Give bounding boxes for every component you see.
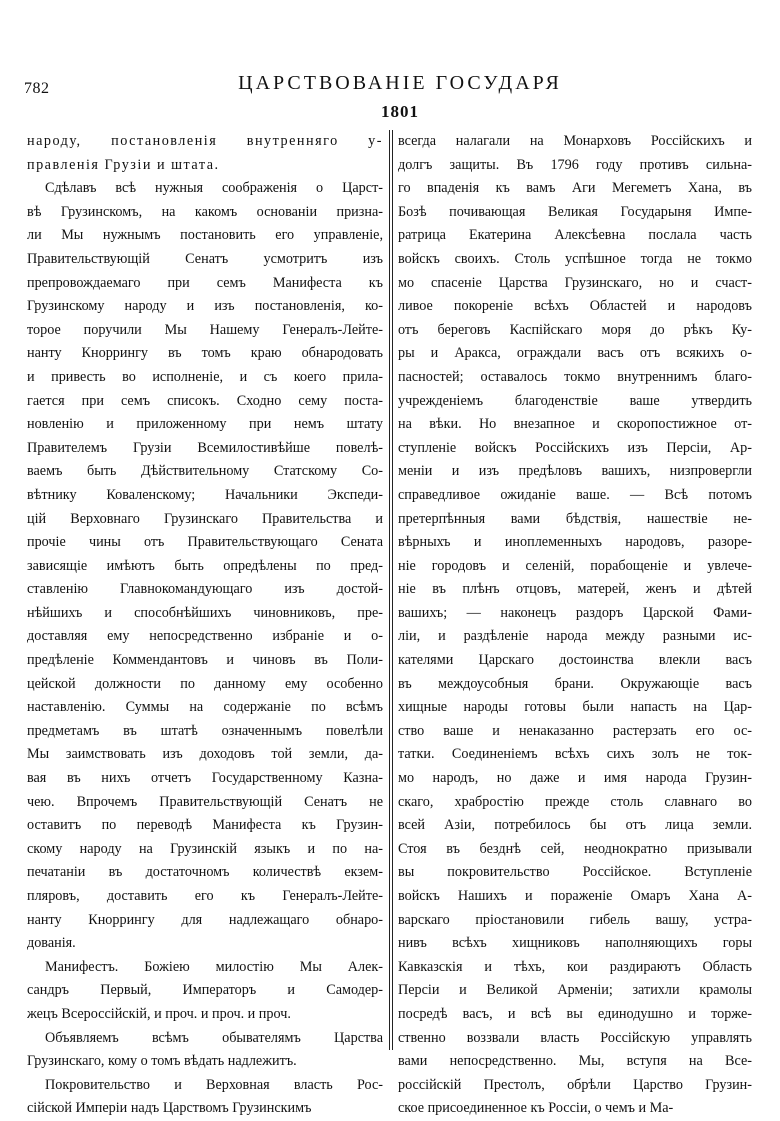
text-line: Сдѣлавъ всѣ нужныя соображенія о Царст- xyxy=(45,180,383,197)
text-line: справедливое ожиданіе ваше. — Всѣ потомъ xyxy=(398,486,752,503)
running-head: ЦАРСТВОВАНІЕ ГОСУДАРЯ xyxy=(238,72,562,94)
text-line: наставленію. Суммы на содержаніе по всѣмъ xyxy=(27,699,383,716)
text-line: войскъ своихъ. Столь успѣшное тогда не токмо xyxy=(398,250,752,267)
text-line: Правительствующій Сенатъ усмотритъ изъ xyxy=(27,250,383,267)
text-line: сійской Имперіи надъ Царствомъ Грузинскимъ xyxy=(27,1100,312,1117)
text-line: кателями Царскаго достоинства влекли васъ xyxy=(398,652,752,669)
text-line: препровождаемаго при семъ Манифеста къ xyxy=(27,274,383,291)
text-line: прочіе чины отъ Правительствующаго Сената xyxy=(27,534,383,551)
text-line: вы покровительство Россійское. Вступленіе xyxy=(398,864,752,881)
text-line: въ междоусобныя брани. Окружающіе васъ xyxy=(398,675,752,692)
text-line: доставляя ему непосредственно избраніе и о- xyxy=(27,628,383,645)
text-line: нанту Кноррингу въ томъ краю обнародовать xyxy=(27,345,383,362)
text-line: всей Азіи, потребилось бы отъ лица земли. xyxy=(398,817,752,834)
text-line: ліи, и раздѣленіе народа между разными ис- xyxy=(398,628,752,645)
text-line: цейской должности по данному ему особенно xyxy=(27,675,383,692)
text-line: на вѣки. Но внезапное и скоропостижное от- xyxy=(398,416,752,433)
text-line: гается при семъ списокъ. Сходно сему поста- xyxy=(27,392,383,409)
text-line: пляровъ, доставить его къ Генералъ-Лейте- xyxy=(27,888,383,904)
text-line: учрежденіемъ благоденствіе ваше утвердить xyxy=(398,392,752,409)
text-line: Бозѣ почивающая Великая Государыня Импе- xyxy=(398,203,752,220)
text-line: Объявляемъ всѣмъ обывателямъ Царства xyxy=(45,1029,383,1046)
text-line: торое поручили Мы Нашему Генералъ-Лейте- xyxy=(27,321,383,338)
text-line: татки. Соединеніемъ всѣхъ сихъ золъ не ток- xyxy=(398,746,752,763)
text-line: посредѣ васъ, и всѣ вы единодушно и торже- xyxy=(398,1005,752,1022)
text-line: нѣйшихъ и способнѣйшихъ чиновниковъ, пре- xyxy=(27,604,383,621)
text-line: Грузинскому народу и изъ постановленія, ко- xyxy=(27,298,383,315)
text-line: скому народу на Грузинскій языкъ и по на- xyxy=(27,840,383,857)
text-line: вашихъ; — наконецъ раздоръ Царской Фами- xyxy=(398,604,752,621)
text-line: вами непосредственно. Мы, вступя на Все- xyxy=(398,1053,752,1070)
text-line: претерпѣнныя вами бѣдствія, нашествіе не- xyxy=(398,510,752,527)
text-line: ственно воззвали власть Россійскую управлять xyxy=(398,1029,752,1046)
text-line: россійскій Престолъ, обрѣли Царство Грузин- xyxy=(398,1076,752,1093)
text-line: вая въ нихъ отчетъ Государственному Казна- xyxy=(27,770,383,787)
text-line: Правителемъ Грузіи Всемилостивѣйше повелѣ- xyxy=(27,439,383,456)
text-line: ратрица Екатерина Алексѣевна послала часть xyxy=(398,227,752,244)
text-line: ли Мы нужнымъ постановить его управленіе, xyxy=(27,227,383,244)
text-line: ское присоединенное къ Россіи, о чемъ и Ма- xyxy=(398,1100,674,1117)
column-divider xyxy=(389,130,393,1050)
text-line: вѣрныхъ и иноплеменныхъ народовъ, разоре- xyxy=(398,534,752,551)
text-line: предѣленіе Коммендантовъ и чиновъ въ Поли- xyxy=(27,652,383,669)
text-line: вѣ Грузинскомъ, на какомъ основаніи призна- xyxy=(27,203,383,220)
text-line: нанту Кноррингу для надлежащаго обнаро- xyxy=(27,911,383,928)
text-line: предметамъ въ штатѣ означеннымъ повелѣли xyxy=(27,722,383,739)
page-number: 782 xyxy=(24,80,50,97)
text-line: дованія. xyxy=(27,935,76,952)
text-line: цій Верховнаго Грузинскаго Правительства и xyxy=(27,510,383,527)
text-line: скаго, храбростію прежде столь славнаго во xyxy=(398,793,752,810)
text-line: нивъ всѣхъ хищниковъ наполняющихъ горы xyxy=(398,935,752,952)
text-line: ніе въ плѣнъ отцовъ, матерей, женъ и дѣтей xyxy=(398,581,752,598)
text-line: зависящіе имѣютъ быть опредѣлены по пред- xyxy=(27,557,383,574)
text-line: жецъ Всероссійскій, и проч. и проч. и проч. xyxy=(27,1005,291,1022)
text-line: ливое покореніе всѣхъ Областей и народовъ xyxy=(398,298,752,315)
text-line: правленія Грузіи и штата. xyxy=(27,156,220,173)
text-line: отъ береговъ Каспійскаго моря до рѣкъ Ку- xyxy=(398,321,752,338)
text-line: долгъ защиты. Въ 1796 году противъ сильна- xyxy=(398,156,752,173)
right-text-column xyxy=(398,130,752,1121)
text-line: мо народъ, но даже и имя народа Грузин- xyxy=(398,770,752,787)
text-line: чею. Впрочемъ Правительствующій Сенатъ не xyxy=(27,793,383,810)
text-line: оставитъ по переводѣ Манифеста къ Грузин- xyxy=(27,817,383,834)
text-line: ступленіе войскъ Россійскихъ изъ Персіи, Ар- xyxy=(398,439,752,456)
text-line: ваемъ быть Дѣйствительному Статскому Со- xyxy=(27,463,383,480)
text-line: го впаденія къ вамъ Аги Мегеметъ Хана, въ xyxy=(398,180,752,197)
text-line: мо спасеніе Царства Грузинскаго, но и счаст- xyxy=(398,274,752,291)
text-line: новленію и приложенному при немъ штату xyxy=(27,416,383,433)
year-heading: 1801 xyxy=(381,102,419,121)
text-line: ство ваше и ненаказанно растерзать его ос- xyxy=(398,722,752,739)
text-line: ставленію Главнокомандующаго изъ достой- xyxy=(27,581,383,598)
text-line: сандръ Первый, Императоръ и Самодер- xyxy=(27,982,383,999)
text-line: вѣтнику Коваленскому; Начальники Экспеди- xyxy=(27,486,383,503)
text-line: пасностей; оставалось токмо внутреннимъ благо- xyxy=(398,368,752,385)
text-line: ніе городовъ и селеній, порабощеніе и увлече- xyxy=(398,557,752,574)
text-line: меніи и изъ предѣловъ вашихъ, низпровергли xyxy=(398,463,752,480)
text-line: хищные народы готовы были напасть на Цар- xyxy=(398,699,752,716)
text-line: Персіи и Великой Арменіи; затихли крамолы xyxy=(398,982,752,999)
text-line: Манифестъ. Божіею милостію Мы Алек- xyxy=(45,958,383,975)
text-line: Мы заимствовать изъ доходовъ той земли, да- xyxy=(27,746,383,763)
text-line: народу, постановленія внутренняго у- xyxy=(27,133,383,149)
text-line: ры и Аракса, ограждали васъ отъ всякихъ о- xyxy=(398,345,752,362)
text-line: Кавказскія и тѣхъ, кои раздираютъ Область xyxy=(398,958,752,975)
text-line: печатаніи въ достаточномъ количествѣ екзем- xyxy=(27,864,383,881)
text-line: варскаго пріостановили гибель вашу, устра- xyxy=(398,911,752,928)
text-line: Грузинскаго, кому о томъ вѣдать надлежитъ. xyxy=(27,1053,297,1070)
text-line: Покровительство и Верховная власть Рос- xyxy=(45,1076,383,1093)
text-line: войскъ Нашихъ и пораженіе Омаръ Хана А- xyxy=(398,888,752,904)
text-line: всегда налагали на Монарховъ Россійскихъ и xyxy=(398,133,752,149)
text-line: Стоя въ безднѣ сей, неоднократно призывали xyxy=(398,840,752,857)
left-text-column xyxy=(27,130,383,1121)
text-line: и привесть во исполненіе, и съ коего прила- xyxy=(27,368,383,385)
